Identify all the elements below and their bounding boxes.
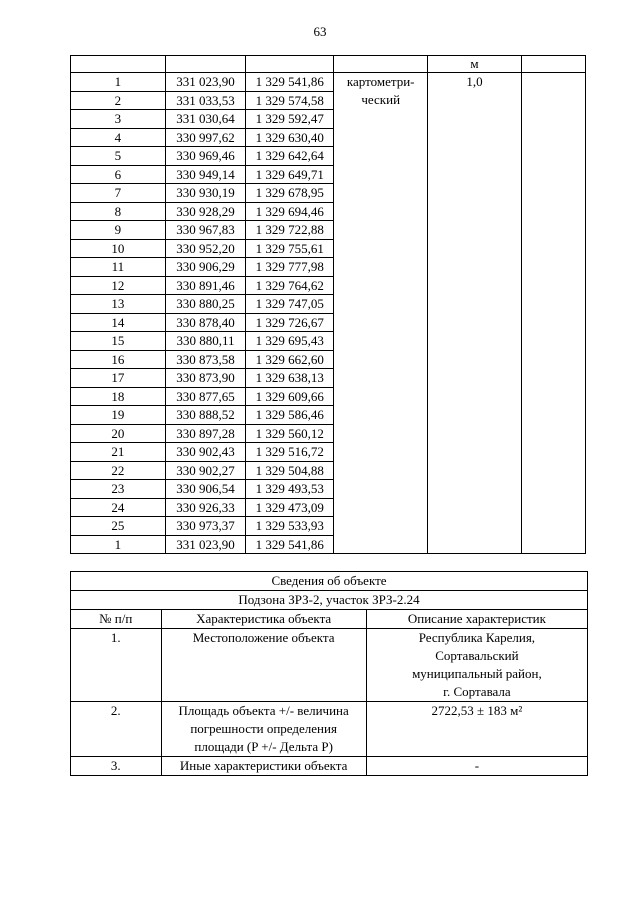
info-description-line: - [474, 758, 480, 773]
coord-y: 1 329 609,66 [246, 387, 334, 406]
coord-x: 330 906,54 [165, 480, 245, 499]
info-header-description: Описание характеристик [366, 610, 587, 629]
point-number: 16 [71, 350, 166, 369]
point-number: 15 [71, 332, 166, 351]
method-text: картометри- [346, 74, 415, 89]
point-number: 3 [71, 110, 166, 129]
coord-y: 1 329 560,12 [246, 424, 334, 443]
header-cell-y [246, 56, 334, 73]
header-cell-method [334, 56, 428, 73]
object-info-table [70, 571, 588, 776]
info-row-number: 2. [71, 702, 162, 757]
point-number: 6 [71, 165, 166, 184]
table-row [71, 757, 588, 776]
point-number: 23 [71, 480, 166, 499]
header-cell-unit: м [428, 56, 522, 73]
table-row [71, 702, 588, 757]
coord-x: 330 880,11 [165, 332, 245, 351]
coord-y: 1 329 722,88 [246, 221, 334, 240]
point-number: 13 [71, 295, 166, 314]
coord-x: 330 926,33 [165, 498, 245, 517]
info-description-line: г. Сортавала [443, 684, 511, 699]
coord-x: 330 902,27 [165, 461, 245, 480]
coord-y: 1 329 504,88 [246, 461, 334, 480]
info-description-line: Республика Карелия, [418, 630, 536, 645]
header-cell-description [521, 56, 585, 73]
coord-y: 1 329 695,43 [246, 332, 334, 351]
point-number: 1 [71, 73, 166, 92]
coord-y: 1 329 473,09 [246, 498, 334, 517]
point-number: 1 [71, 535, 166, 554]
point-number: 20 [71, 424, 166, 443]
coord-x: 330 930,19 [165, 184, 245, 203]
info-row-number: 1. [71, 629, 162, 702]
info-subtitle-row [71, 591, 588, 610]
coord-y: 1 329 592,47 [246, 110, 334, 129]
coord-x: 330 969,46 [165, 147, 245, 166]
coord-x: 330 891,46 [165, 276, 245, 295]
info-characteristic-line: погрешности определения [190, 721, 337, 736]
point-number: 10 [71, 239, 166, 258]
info-characteristic [161, 757, 366, 776]
coord-x: 330 873,90 [165, 369, 245, 388]
info-header-number: № п/п [71, 610, 162, 629]
coord-y: 1 329 649,71 [246, 165, 334, 184]
point-number: 19 [71, 406, 166, 425]
point-number: 25 [71, 517, 166, 536]
info-subtitle: Подзона ЗРЗ-2, участок ЗРЗ-2.24 [71, 591, 588, 610]
info-characteristic [161, 702, 366, 757]
coord-x: 330 997,62 [165, 128, 245, 147]
info-characteristic-line: площади (P +/- Дельта P) [194, 739, 333, 754]
coord-y: 1 329 516,72 [246, 443, 334, 462]
coord-x: 330 949,14 [165, 165, 245, 184]
header-cell-number [71, 56, 166, 73]
point-number: 9 [71, 221, 166, 240]
info-description-line: 2722,53 ± 183 м² [431, 703, 523, 718]
coord-x: 330 880,25 [165, 295, 245, 314]
coord-x: 331 023,90 [165, 73, 245, 92]
coord-y: 1 329 747,05 [246, 295, 334, 314]
info-header-row [71, 610, 588, 629]
coord-y: 1 329 694,46 [246, 202, 334, 221]
info-description [366, 629, 587, 702]
info-header-characteristic: Характеристика объекта [161, 610, 366, 629]
coord-y: 1 329 777,98 [246, 258, 334, 277]
point-number: 2 [71, 91, 166, 110]
coord-y: 1 329 662,60 [246, 350, 334, 369]
info-characteristic-line: Местоположение объекта [192, 630, 335, 645]
coordinates-table [70, 55, 586, 554]
point-number: 22 [71, 461, 166, 480]
table-row [71, 629, 588, 702]
coord-y: 1 329 574,58 [246, 91, 334, 110]
coord-x: 330 952,20 [165, 239, 245, 258]
description-cell [521, 73, 585, 554]
info-row-number: 3. [71, 757, 162, 776]
coord-x: 330 878,40 [165, 313, 245, 332]
method-cell [334, 73, 428, 554]
info-description [366, 702, 587, 757]
accuracy-cell: 1,0 [428, 73, 522, 554]
coord-y: 1 329 493,53 [246, 480, 334, 499]
info-description-line: Сортавальский [435, 648, 519, 663]
coord-x: 331 030,64 [165, 110, 245, 129]
coord-x: 330 973,37 [165, 517, 245, 536]
point-number: 12 [71, 276, 166, 295]
info-characteristic-line: Площадь объекта +/- величина [178, 703, 349, 718]
coord-x: 331 033,53 [165, 91, 245, 110]
info-description [366, 757, 587, 776]
coord-x: 330 888,52 [165, 406, 245, 425]
coord-y: 1 329 586,46 [246, 406, 334, 425]
coord-x: 330 902,43 [165, 443, 245, 462]
info-description-line: муниципальный район, [412, 666, 542, 681]
point-number: 11 [71, 258, 166, 277]
info-title-row [71, 572, 588, 591]
point-number: 21 [71, 443, 166, 462]
coord-y: 1 329 678,95 [246, 184, 334, 203]
info-characteristic [161, 629, 366, 702]
point-number: 5 [71, 147, 166, 166]
coord-y: 1 329 533,93 [246, 517, 334, 536]
point-number: 4 [71, 128, 166, 147]
coord-y: 1 329 638,13 [246, 369, 334, 388]
page-number: 63 [313, 24, 327, 39]
coord-x: 330 967,83 [165, 221, 245, 240]
coord-y: 1 329 642,64 [246, 147, 334, 166]
coord-x: 330 906,29 [165, 258, 245, 277]
coord-x: 330 873,58 [165, 350, 245, 369]
info-title: Сведения об объекте [71, 572, 588, 591]
coord-y: 1 329 630,40 [246, 128, 334, 147]
coord-x: 330 897,28 [165, 424, 245, 443]
coord-x: 330 928,29 [165, 202, 245, 221]
table-row [71, 73, 586, 92]
coord-y: 1 329 541,86 [246, 73, 334, 92]
point-number: 18 [71, 387, 166, 406]
point-number: 17 [71, 369, 166, 388]
coord-y: 1 329 755,61 [246, 239, 334, 258]
point-number: 7 [71, 184, 166, 203]
point-number: 24 [71, 498, 166, 517]
point-number: 8 [71, 202, 166, 221]
coordinates-header-row [71, 56, 586, 73]
coord-y: 1 329 541,86 [246, 535, 334, 554]
coord-x: 331 023,90 [165, 535, 245, 554]
info-characteristic-line: Иные характеристики объекта [179, 758, 348, 773]
point-number: 14 [71, 313, 166, 332]
coord-y: 1 329 764,62 [246, 276, 334, 295]
coord-x: 330 877,65 [165, 387, 245, 406]
header-cell-x [165, 56, 245, 73]
method-text: ческий [361, 92, 401, 107]
coord-y: 1 329 726,67 [246, 313, 334, 332]
